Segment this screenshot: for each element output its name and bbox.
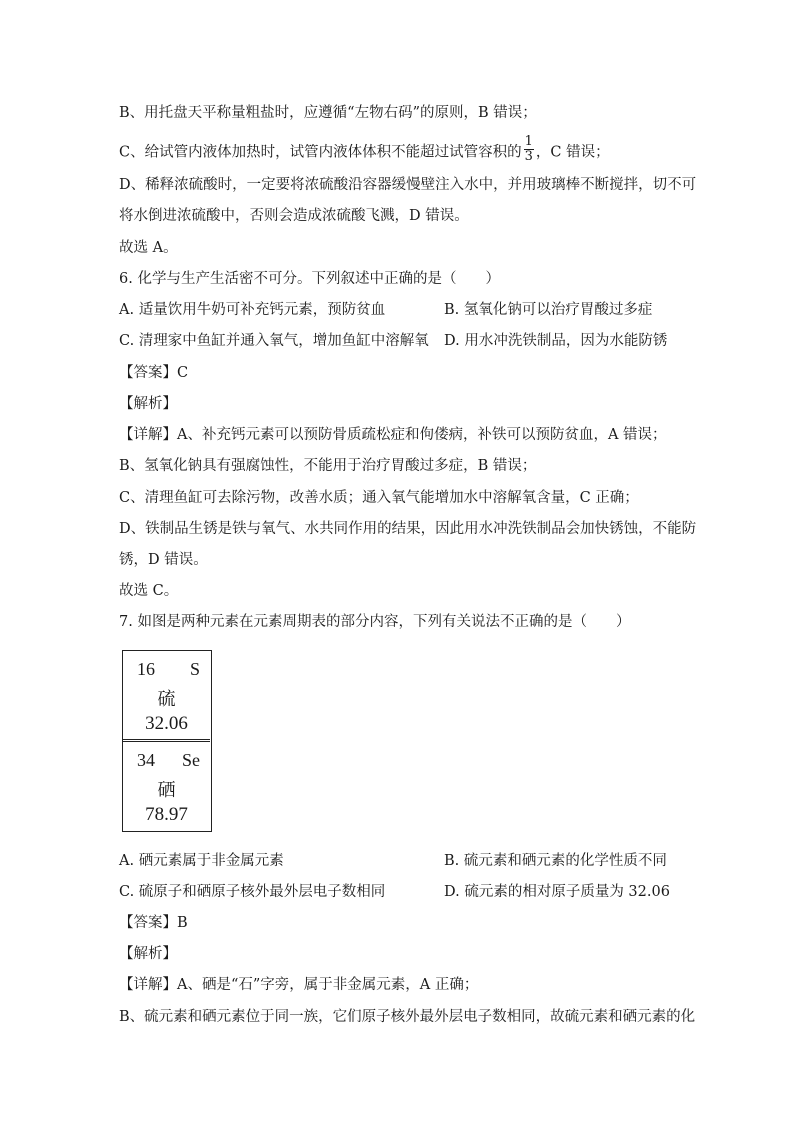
element-cell-sulfur [123,651,210,740]
analysis-label: 【解析】 [119,396,177,412]
atomic-number: 16 [137,659,155,679]
q7-option-a: A. 硒元素属于非金属元素 [119,853,284,869]
q7-option-c: C. 硫原子和硒原子核外最外层电子数相同 [119,884,386,900]
element-symbol: S [189,659,200,679]
element-name: 硫 [157,689,176,710]
text-line: B、用托盘天平称量粗盐时，应遵循“左物右码”的原则，B 错误； [119,105,537,121]
q7-option-b: B. 硫元素和硒元素的化学性质不同 [444,853,667,869]
element-name: 硒 [157,780,176,801]
q6-option-d: D. 用水冲洗铁制品，因为水能防锈 [444,333,668,349]
fraction-numerator: 1 [524,134,533,149]
atomic-mass: 32.06 [145,713,188,734]
q6-option-c: C. 清理家中鱼缸并通入氧气，增加鱼缸中溶解氧 [119,333,429,349]
question-7-stem: 7. 如图是两种元素在元素周期表的部分内容，下列有关说法不正确的是（ ） [119,614,631,630]
text-line-with-fraction [119,134,610,167]
element-cell-selenium [123,741,210,832]
q7-option-d: D. 硫元素的相对原子质量为 32.06 [444,884,670,900]
element-symbol: Se [182,750,200,770]
text-line: 锈，D 错误。 [119,552,208,568]
text-line: D、稀释浓硫酸时，一定要将浓硫酸沿容器缓慢壁注入水中，并用玻璃棒不断搅拌，切不可 [119,177,697,193]
text-line: 【详解】A、补充钙元素可以预防骨质疏松症和佝偻病，补铁可以预防贫血，A 错误； [119,427,667,443]
text-line: 故选 C。 [119,583,179,599]
text-line: D、铁制品生锈是铁与氧气、水共同作用的结果，因此用水冲洗铁制品会加快锈蚀，不能防 [119,521,697,537]
fraction-denominator: 3 [524,149,533,164]
text-line: B、氢氧化钠具有强腐蚀性，不能用于治疗胃酸过多症，B 错误； [119,458,537,474]
text-line: B、硫元素和硒元素位于同一族，它们原子核外最外层电子数相同，故硫元素和硒元素的化 [119,1009,696,1025]
text-line: 【详解】A、硒是“石”字旁，属于非金属元素，A 正确； [119,977,479,993]
atomic-number: 34 [137,750,155,770]
answer-label: 【答案】B [119,915,188,931]
atomic-mass: 78.97 [145,804,188,825]
analysis-label: 【解析】 [119,946,177,962]
answer-label: 【答案】C [119,365,189,381]
text-line: C、清理鱼缸可去除污物，改善水质；通入氧气能增加水中溶解氧含量，C 正确； [119,490,639,506]
q6-option-b: B. 氢氧化钠可以治疗胃酸过多症 [444,302,653,318]
text-line: 将水倒进浓硫酸中，否则会造成浓硫酸飞溅，D 错误。 [119,208,469,224]
question-6-stem: 6. 化学与生产生活密不可分。下列叙述中正确的是（ ） [119,271,500,287]
periodic-table-excerpt [122,650,212,832]
fraction [524,135,534,164]
text-line: 故选 A。 [119,240,178,256]
q6-option-a: A. 适量饮用牛奶可补充钙元素，预防贫血 [119,302,386,318]
text-fragment: ，C 错误； [535,144,610,161]
text-fragment: C、给试管内液体加热时，试管内液体体积不能超过试管容积的 [119,144,522,161]
